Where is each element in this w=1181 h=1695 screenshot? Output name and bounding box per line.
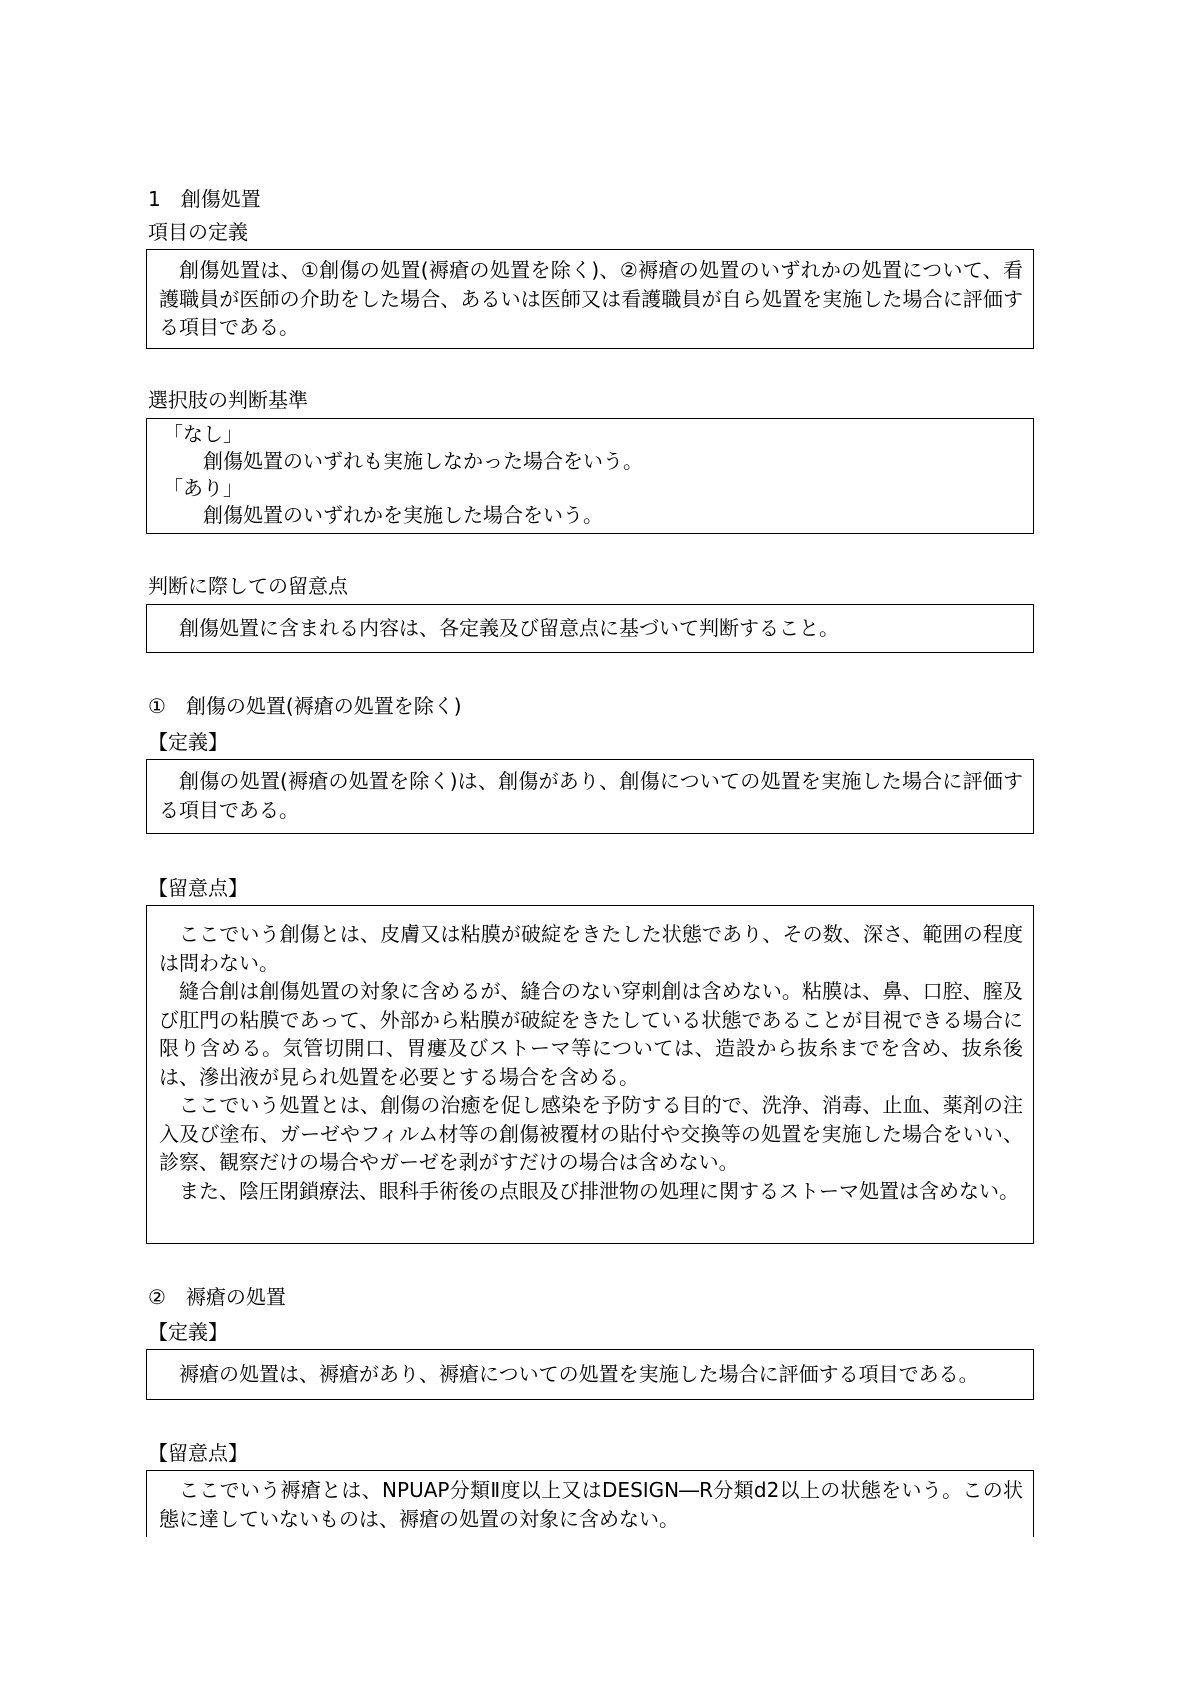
- section1-note-paragraph: また、陰圧閉鎖療法、眼科手術後の点眼及び排泄物の処理に関するストーマ処置は含めない。: [179, 1178, 1019, 1203]
- section1-notes-body: [159, 920, 1023, 1205]
- criteria-yes-label: 「あり」: [163, 476, 243, 500]
- section1-note-paragraph: ここでいう創傷とは、皮膚又は粘膜が破綻をきたした状態であり、その数、深さ、範囲の程度は問わない。: [159, 922, 1023, 975]
- section2-def-text: 褥瘡の処置は、褥瘡があり、褥瘡についての処置を実施した場合に評価する項目である。: [179, 1362, 979, 1386]
- notes-heading: 判断に際しての留意点: [148, 574, 348, 598]
- notes-box: [146, 604, 1034, 653]
- section1-note-paragraph: 縫合創は創傷処置の対象に含めるが、縫合のない穿刺創は含めない。粘膜は、鼻、口腔、膣及び肛門の粘膜であって、外部から粘膜が破綻をきたしている状態であることが目視できる場合に限り含める。気管切開口、胃瘻及びストーマ等については、造設から抜糸までを含め、抜糸後は、滲出液が見られ処置を必要とする場合を含める。: [159, 979, 1023, 1089]
- criteria-none-text: 創傷処置のいずれも実施しなかった場合をいう。: [203, 449, 643, 473]
- section1-def-text: 創傷の処置(褥瘡の処置を除く)は、創傷があり、創傷についての処置を実施した場合に評価する項目である。: [159, 769, 1023, 822]
- section1-def-heading: 【定義】: [148, 730, 228, 754]
- definition-text: 創傷処置は、①創傷の処置(褥瘡の処置を除く)、②褥瘡の処置のいずれかの処置について、看護職員が医師の介助をした場合、あるいは医師又は看護職員が自ら処置を実施した場合に評価する項目である。: [159, 258, 1023, 339]
- criteria-box: [146, 418, 1034, 534]
- section1-def-box: [146, 759, 1034, 834]
- section1-note-paragraph: ここでいう処置とは、創傷の治癒を促し感染を予防する目的で、洗浄、消毒、止血、薬剤の注入及び塗布、ガーゼやフィルム材等の創傷被覆材の貼付や交換等の処置を実施した場合をいい、診察、観察だけの場合やガーゼを剥がすだけの場合は含めない。: [159, 1093, 1023, 1174]
- section2-notes-box: [146, 1470, 1034, 1537]
- section1-notes-box: [146, 905, 1034, 1244]
- criteria-yes-text: 創傷処置のいずれかを実施した場合をいう。: [203, 503, 603, 527]
- criteria-none-label: 「なし」: [163, 422, 243, 446]
- section1-title: ① 創傷の処置(褥瘡の処置を除く): [148, 694, 462, 718]
- section1-notes-heading: 【留意点】: [148, 876, 248, 900]
- section2-def-heading: 【定義】: [148, 1320, 228, 1344]
- notes-text: 創傷処置に含まれる内容は、各定義及び留意点に基づいて判断すること。: [179, 616, 839, 640]
- definition-box: [146, 249, 1034, 349]
- section2-title: ② 褥瘡の処置: [148, 1285, 286, 1309]
- section2-def-box: [146, 1349, 1034, 1400]
- section2-notes-text: ここでいう褥瘡とは、NPUAP分類Ⅱ度以上又はDESIGN―R分類d2以上の状態をいう。この状態に達していないものは、褥瘡の処置の対象に含めない。: [159, 1478, 1023, 1531]
- section2-notes-heading: 【留意点】: [148, 1441, 248, 1465]
- criteria-heading: 選択肢の判断基準: [148, 388, 308, 412]
- definition-heading: 項目の定義: [148, 220, 248, 244]
- page-title: 1 創傷処置: [148, 187, 261, 211]
